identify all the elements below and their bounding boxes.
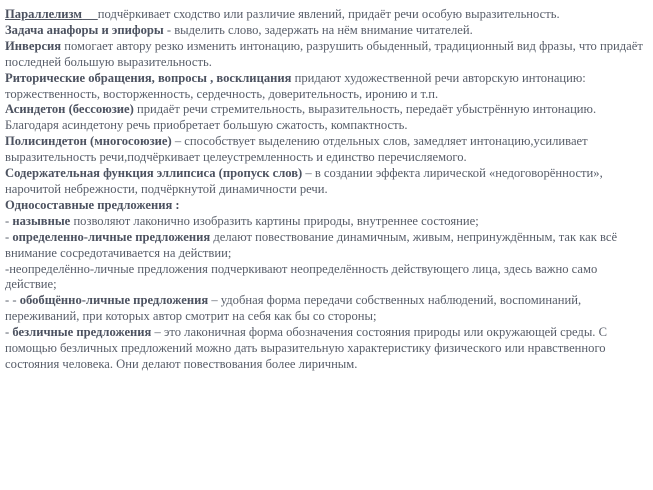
paragraph-text: придаёт речи стремительность, выразительность, передаёт убыстрённую интонацию. Благодаря асиндетону речь приобретает большую сжатость, компактность. <box>5 102 597 133</box>
term-one-part-sentences: Односоставные предложения : <box>5 197 180 212</box>
paragraph-text: - выделить слово, задержать на нём внимание читателей. <box>166 22 473 37</box>
paragraph-text: позволяют лаконично изобразить картины природы, внутреннее состояние; <box>73 213 479 228</box>
paragraph-rhetorical <box>5 71 649 103</box>
paragraph-text: подчёркивает сходство или различие явлений, придаёт речи особую выразительность. <box>97 7 560 21</box>
term-parallelism: Параллелизм <box>5 7 83 21</box>
paragraph-text: – удобная форма передачи собственных наблюдений, воспоминаний, переживаний, при которых автор смотрит на себя как бы со стороны; <box>5 293 582 324</box>
paragraph-anaphora-epiphora <box>5 23 649 39</box>
paragraph-text: -неопределённо-личные предложения подчеркивают неопределённость действующего лица, здесь важно само действие; <box>5 261 598 292</box>
list-dash: - - <box>5 293 20 308</box>
list-item-generalized-personal <box>5 293 649 325</box>
paragraph-text: помогает автору резко изменить интонацию, разрушить обыденный, традиционный вид фразы, что придаёт последней большую выразительность. <box>5 38 643 69</box>
term-definite-personal: определенно-личные предложения <box>12 229 211 244</box>
list-dash: - <box>5 229 13 244</box>
paragraph-polysyndeton <box>5 134 649 166</box>
term-nominative: назывные <box>12 213 71 228</box>
term-asyndeton: Асиндетон (бессоюзие) <box>5 102 134 117</box>
paragraph-text: придают художественной речи авторскую интонацию: торжественность, восторженность, сердечность, доверительность, иронию и т.п. <box>5 70 586 101</box>
term-ellipsis: Содержательная функция эллипсиса (пропуск слов) <box>5 166 303 181</box>
list-item-impersonal <box>5 325 649 373</box>
paragraph-parallelism <box>5 7 649 23</box>
list-item-nominative <box>5 214 649 230</box>
paragraph-one-part-sentences <box>5 198 649 214</box>
paragraph-text: – это лаконичная форма обозначения состояния природы или окружающей среды. С помощью безличных предложений можно дать выразительную характеристику физического или нравственного состояния человека. Они делают повествования более лиричным. <box>5 325 607 371</box>
list-dash: - <box>5 325 13 340</box>
paragraph-inversion <box>5 39 649 71</box>
term-polysyndeton: Полисиндетон (многосоюзие) <box>5 134 172 149</box>
paragraph-text: – способствует выделению отдельных слов, замедляет интонацию,усиливает выразительность речи,подчёркивает целеустремленность и единство перечисляемого. <box>5 134 588 165</box>
term-inversion: Инверсия <box>5 38 62 53</box>
list-dash: - <box>5 213 13 228</box>
paragraph-text: – в создании эффекта лирической «недоговорённости», нарочитой небрежности, подчёркнутой динамичности речи. <box>5 166 603 196</box>
term-rhetorical: Риторические обращения, вопросы , восклицания <box>5 70 292 85</box>
term-spacer <box>82 7 98 21</box>
paragraph-text: делают повествование динамичным, живым, непринуждённым, так как всё внимание сосредотачивается на действии; <box>5 229 618 260</box>
term-generalized-personal: обобщённо-личные предложения <box>19 293 209 308</box>
list-item-indefinite-personal <box>5 262 649 294</box>
term-anaphora-epiphora: Задача анафоры и эпифоры <box>5 22 164 37</box>
term-impersonal: безличные предложения <box>12 325 152 340</box>
paragraph-ellipsis <box>5 166 649 198</box>
list-item-definite-personal <box>5 230 649 262</box>
paragraph-asyndeton <box>5 102 649 134</box>
